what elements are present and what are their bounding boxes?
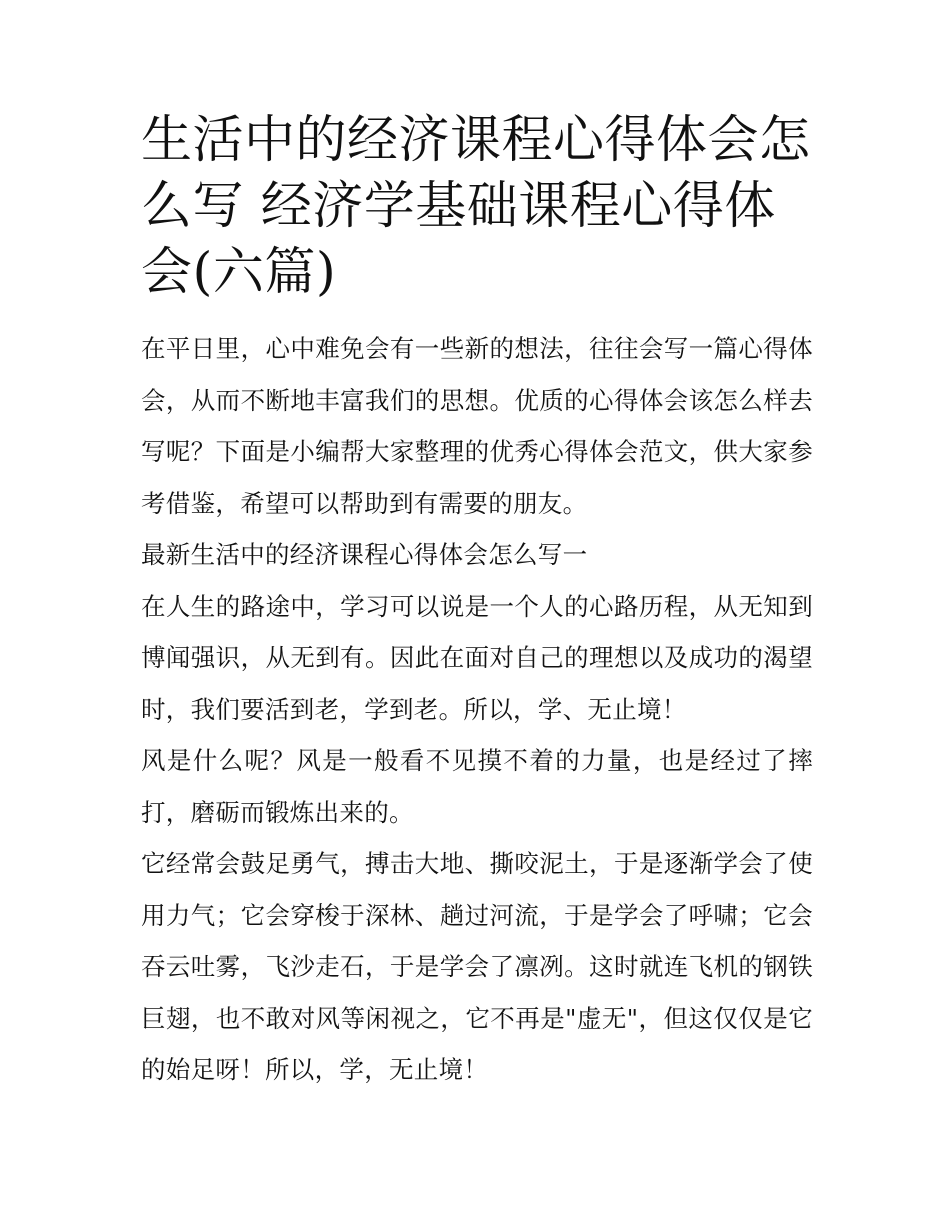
body-paragraph: 在人生的路途中，学习可以说是一个人的心路历程，从无知到博闻强识，从无到有。因此在面对自己的理想以及成功的渴望时，我们要活到老，学到老。所以，学、无止境！ xyxy=(141,591,813,724)
document-title: 生活中的经济课程心得体会怎么写 经济学基础课程心得体会(六篇) xyxy=(141,111,811,302)
body-paragraph: 风是什么呢？风是一般看不见摸不着的力量，也是经过了摔打，磨砺而锻炼出来的。 xyxy=(141,746,813,827)
section-heading: 最新生活中的经济课程心得体会怎么写一 xyxy=(141,540,588,569)
document-page xyxy=(141,108,813,1096)
intro-paragraph: 在平日里，心中难免会有一些新的想法，往往会写一篇心得体会，从而不断地丰富我们的思想。优质的心得体会该怎么样去写呢？下面是小编帮大家整理的优秀心得体会范文，供大家参考借鉴，希望可以帮助到有需要的朋友。 xyxy=(141,334,813,518)
body-paragraph: 它经常会鼓足勇气，搏击大地、撕咬泥土，于是逐渐学会了使用力气；它会穿梭于深林、趟过河流，于是学会了呼啸；它会吞云吐雾，飞沙走石，于是学会了凛冽。这时就连飞机的钢铁巨翅，也不敢对风等闲视之，它不再是"虚无"，但这仅仅是它的始足呀！所以，学，无止境！ xyxy=(141,849,813,1084)
